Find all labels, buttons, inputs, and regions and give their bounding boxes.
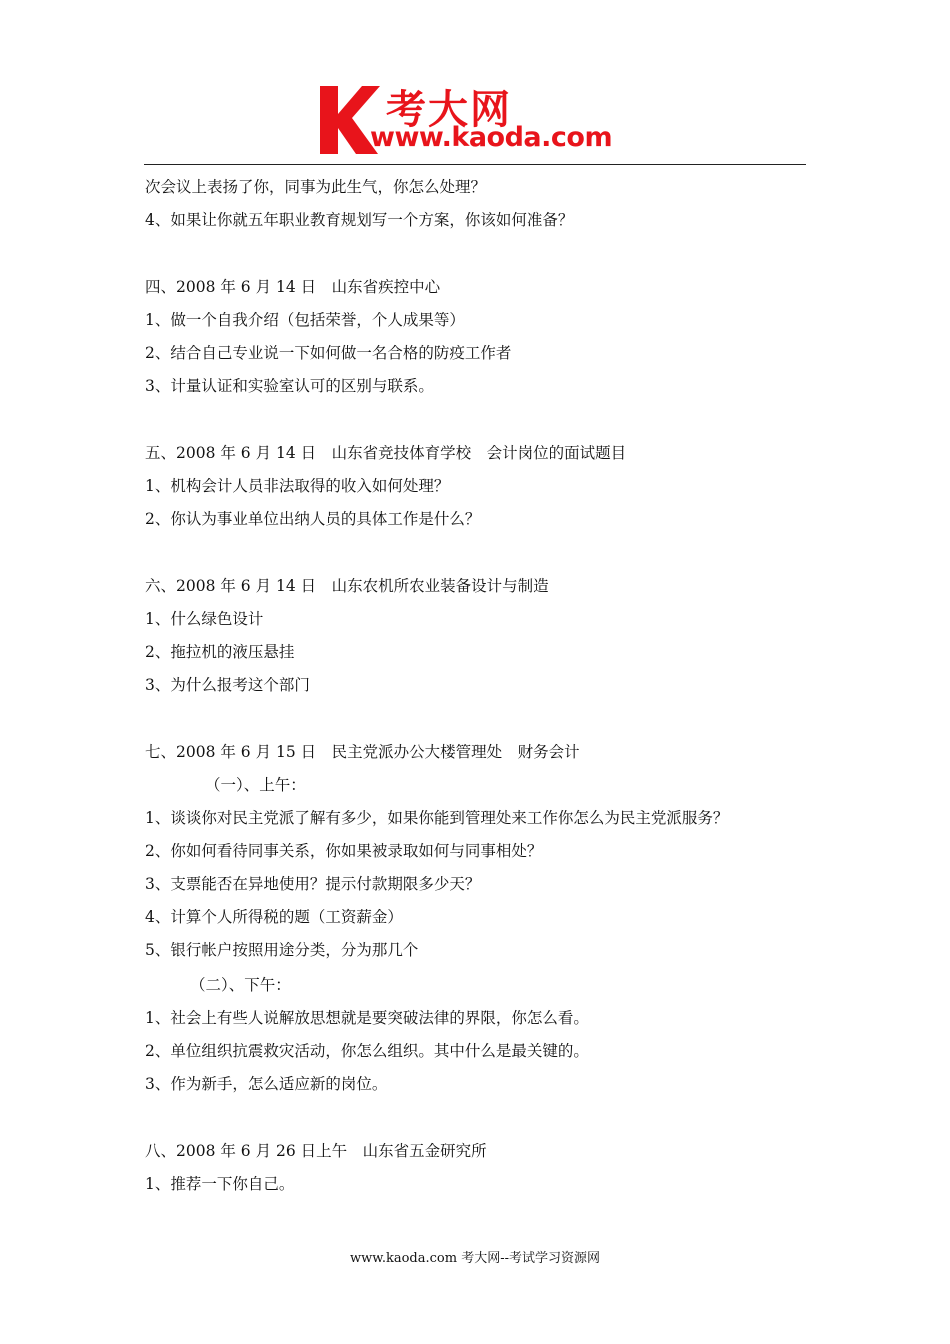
text-line: 5、银行帐户按照用途分类，分为那几个 — [145, 941, 419, 959]
text-line: 次会议上表扬了你，同事为此生气，你怎么处理？ — [145, 178, 487, 196]
text-line: 3、作为新手，怎么适应新的岗位。 — [145, 1075, 388, 1093]
text-line: 2、结合自己专业说一下如何做一名合格的防疫工作者 — [145, 344, 512, 362]
section-heading: 七、2008 年 6 月 15 日 民主党派办公大楼管理处 财务会计 — [145, 743, 580, 761]
sub-heading: （一）、上午： — [205, 776, 306, 794]
text-line: 1、机构会计人员非法取得的收入如何处理？ — [145, 477, 450, 495]
kaoda-logo — [318, 80, 638, 160]
text-line: 2、单位组织抗震救灾活动，你怎么组织。其中什么是最关键的。 — [145, 1042, 589, 1060]
text-line: 2、拖拉机的液压悬挂 — [145, 643, 295, 661]
text-line: 1、做一个自我介绍（包括荣誉，个人成果等） — [145, 311, 465, 329]
text-line: 2、你如何看待同事关系，你如果被录取如何与同事相处？ — [145, 842, 543, 860]
text-line: 1、什么绿色设计 — [145, 610, 264, 628]
header-divider — [144, 164, 806, 165]
section-heading: 八、2008 年 6 月 26 日上午 山东省五金研究所 — [145, 1142, 487, 1160]
text-line: 3、为什么报考这个部门 — [145, 676, 310, 694]
text-line: 1、社会上有些人说解放思想就是要突破法律的界限，你怎么看。 — [145, 1009, 589, 1027]
section-heading: 四、2008 年 6 月 14 日 山东省疾控中心 — [145, 278, 441, 296]
logo-url-text: www.kaoda.com — [370, 122, 613, 153]
page-footer: www.kaoda.com 考大网--考试学习资源网 — [350, 1251, 600, 1266]
section-heading: 六、2008 年 6 月 14 日 山东农机所农业装备设计与制造 — [145, 577, 549, 595]
section-heading: 五、2008 年 6 月 14 日 山东省竞技体育学校 会计岗位的面试题目 — [145, 444, 627, 462]
text-line: 3、支票能否在异地使用？提示付款期限多少天？ — [145, 875, 481, 893]
text-line: 3、计量认证和实验室认可的区别与联系。 — [145, 377, 434, 395]
logo-chinese-text: 考大网 — [386, 87, 512, 133]
text-line: 4、计算个人所得税的题（工资薪金） — [145, 908, 403, 926]
text-line: 1、推荐一下你自己。 — [145, 1175, 295, 1193]
text-line: 4、如果让你就五年职业教育规划写一个方案，你该如何准备？ — [145, 211, 574, 229]
text-line: 2、你认为事业单位出纳人员的具体工作是什么？ — [145, 510, 481, 528]
sub-heading: （二）、下午： — [190, 976, 291, 994]
text-line: 1、谈谈你对民主党派了解有多少，如果你能到管理处来工作你怎么为民主党派服务？ — [145, 809, 729, 827]
